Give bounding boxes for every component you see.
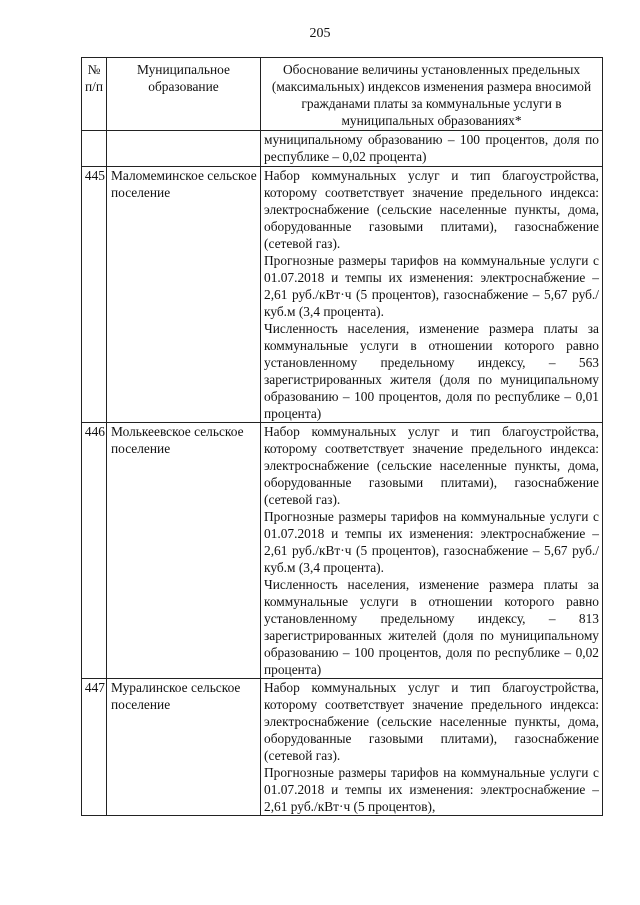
paragraph-population: Численность населения, изменение размера платы за коммунальные услуги в отношении которого равно установленному предельному индексу, – 563 зарегистрированных жителя (доля по муниципальному образованию – 100 процентов, доля по республике – 0,01 процента) bbox=[264, 321, 599, 421]
header-num: № п/п bbox=[82, 58, 107, 131]
header-municipality: Муниципальное образование bbox=[107, 58, 261, 131]
cell-desc bbox=[261, 679, 603, 816]
paragraph-services: Набор коммунальных услуг и тип благоустройства, которому соответствует значение предельного индекса: электроснабжение (сельские населенные пункты, дома, оборудованные газовыми плитами), газоснабжение (сетевой газ). bbox=[264, 168, 599, 251]
continuation-text: муниципальному образованию – 100 процентов, доля по республике – 0,02 процента) bbox=[264, 132, 599, 164]
tariff-table bbox=[81, 57, 603, 816]
cell-desc bbox=[261, 167, 603, 423]
paragraph-services: Набор коммунальных услуг и тип благоустройства, которому соответствует значение предельного индекса: электроснабжение (сельские населенные пункты, дома, оборудованные газовыми плитами), газоснабжение (сетевой газ). bbox=[264, 680, 599, 763]
paragraph-services: Набор коммунальных услуг и тип благоустройства, которому соответствует значение предельного индекса: электроснабжение (сельские населенные пункты, дома, оборудованные газовыми плитами), газоснабжение (сетевой газ). bbox=[264, 424, 599, 507]
cell-desc bbox=[261, 131, 603, 167]
table-header-row bbox=[82, 58, 603, 131]
paragraph-population: Численность населения, изменение размера платы за коммунальные услуги в отношении которого равно установленному предельному индексу, – 813 зарегистрированных жителей (доля по муниципальному образованию – 100 процентов, доля по республике – 0,02 процента) bbox=[264, 577, 599, 677]
paragraph-tariffs: Прогнозные размеры тарифов на коммунальные услуги с 01.07.2018 и темпы их изменения: электроснабжение – 2,61 руб./кВт·ч (5 процентов), газоснабжение – 5,67 руб./куб.м (3,4 процента). bbox=[264, 253, 599, 319]
header-justification: Обоснование величины установленных предельных (максимальных) индексов изменения размера вносимой гражданами платы за коммунальные услуги в муниципальных образованиях* bbox=[261, 58, 603, 131]
paragraph-tariffs: Прогнозные размеры тарифов на коммунальные услуги с 01.07.2018 и темпы их изменения: электроснабжение – 2,61 руб./кВт·ч (5 процентов), газоснабжение – 5,67 руб./куб.м (3,4 процента). bbox=[264, 509, 599, 575]
cell-num: 445 bbox=[82, 167, 107, 423]
page-number: 205 bbox=[309, 26, 331, 41]
paragraph-tariffs: Прогнозные размеры тарифов на коммунальные услуги с 01.07.2018 и темпы их изменения: электроснабжение – 2,61 руб./кВт·ч (5 процентов), bbox=[264, 765, 599, 814]
cell-num: 447 bbox=[82, 679, 107, 816]
table-row bbox=[82, 167, 603, 423]
table-row bbox=[82, 679, 603, 816]
cell-desc bbox=[261, 423, 603, 679]
cell-name: Маломеминское сельское поселение bbox=[107, 167, 261, 423]
table-row-continuation bbox=[82, 131, 603, 167]
cell-num bbox=[82, 131, 107, 167]
table-row bbox=[82, 423, 603, 679]
cell-name: Муралинское сельское поселение bbox=[107, 679, 261, 816]
cell-name bbox=[107, 131, 261, 167]
cell-name: Молькеевское сельское поселение bbox=[107, 423, 261, 679]
cell-num: 446 bbox=[82, 423, 107, 679]
